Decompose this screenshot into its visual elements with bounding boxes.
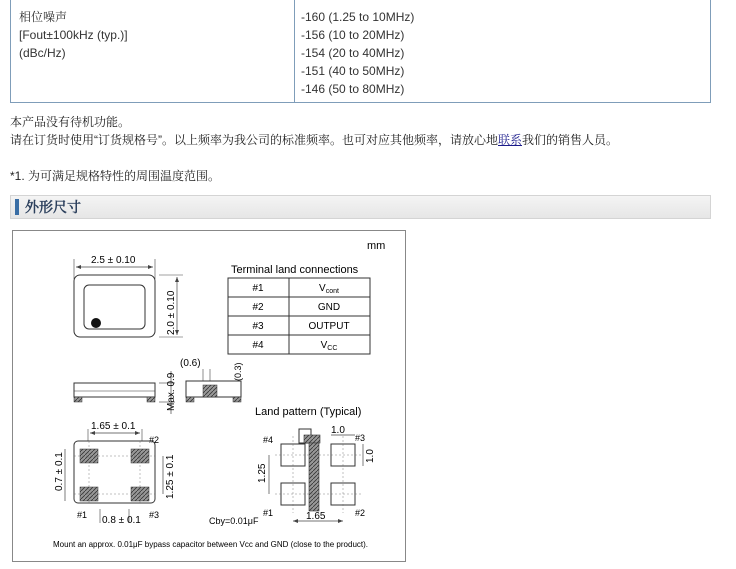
section-header: [10, 195, 711, 219]
terminal-pin: #1: [252, 283, 264, 294]
note-ordering: [10, 131, 618, 149]
dim-land-pitch-y: 1.25: [257, 463, 268, 483]
terminal-title: Terminal land connections: [231, 264, 359, 276]
bottom-pin1: #1: [77, 510, 88, 520]
bypass-capacitor: [304, 435, 320, 443]
section-title: 外形尺寸: [25, 199, 81, 215]
terminal-pin: #3: [252, 321, 264, 332]
land-pattern: [209, 406, 376, 526]
unit-label: mm: [367, 240, 386, 252]
section-accent: [15, 199, 19, 215]
land-title: Land pattern (Typical): [255, 406, 362, 418]
top-view: [74, 255, 183, 337]
terminal-pin: #2: [252, 302, 264, 313]
dim-bottom-pad-w: 0.8 ± 0.1: [102, 515, 141, 526]
notes: [10, 113, 618, 185]
terminal-table: [228, 264, 370, 354]
cby-label: Cby=0.01μF: [209, 516, 259, 526]
terminal-pin: #4: [252, 340, 264, 351]
dim-max-height: Max. 0.9: [166, 372, 177, 411]
dim-height: 2.0 ± 0.10: [166, 290, 177, 335]
land-pin1: #1: [263, 508, 274, 518]
spec-values-cell: [295, 0, 710, 102]
terminal-function: GND: [317, 302, 341, 313]
dim-land-w: 1.0: [331, 425, 345, 436]
dim-side-small: (0.3): [233, 362, 243, 381]
contact-link[interactable]: 联系: [498, 133, 523, 147]
note-no-standby: 本产品没有待机功能。: [10, 115, 131, 129]
drawing-footnote: Mount an approx. 0.01μF bypass capacitor between Vcc and GND (close to the product).: [53, 540, 368, 549]
spec-value: -146 (50 to 80MHz): [301, 82, 405, 96]
dim-land-h: 1.0: [365, 449, 376, 463]
note-footnote: *1. 为可满足规格特性的周围温度范围。: [10, 169, 221, 183]
dim-land-pitch-x: 1.65: [306, 511, 326, 522]
dimension-drawing: [12, 230, 406, 562]
spec-value: -151 (40 to 50MHz): [301, 64, 405, 78]
dimension-svg: [13, 231, 405, 561]
dim-width: 2.5 ± 0.10: [91, 255, 136, 266]
spec-label-line: [Fout±100kHz (typ.)]: [19, 28, 128, 42]
spec-label-line: (dBc/Hz): [19, 46, 66, 60]
bottom-pin2: #2: [149, 435, 160, 445]
spec-label-cell: [11, 0, 295, 102]
note-ordering-text: 请在订货时使用“订货规格号”。以上频率为我公司的标准频率。也可对应其他频率，请放心地: [10, 133, 498, 147]
spec-label-line: 相位噪声: [19, 10, 68, 24]
dim-bottom-pad-h: 0.7 ± 0.1: [54, 452, 65, 491]
end-view: [180, 358, 243, 402]
land-pin4: #4: [263, 435, 274, 445]
terminal-function: $V_{CC}$: [320, 340, 338, 352]
dim-side-gap: (0.6): [180, 358, 201, 369]
terminal-function: OUTPUT: [308, 321, 350, 332]
spec-value: -156 (10 to 20MHz): [301, 28, 405, 42]
side-view: [74, 371, 177, 414]
pin1-marker: [91, 318, 101, 328]
bottom-pin3: #3: [149, 510, 160, 520]
land-pin3: #3: [355, 433, 366, 443]
spec-table: [10, 0, 711, 103]
note-spacer: [10, 149, 618, 167]
note-ordering-tail: 我们的销售人员。: [522, 133, 619, 147]
dim-bottom-pitch-x: 1.65 ± 0.1: [91, 421, 136, 432]
spec-value: -160 (1.25 to 10MHz): [301, 10, 415, 24]
bottom-view: [54, 421, 176, 526]
spec-value: -154 (20 to 40MHz): [301, 46, 405, 60]
dim-bottom-pitch-y: 1.25 ± 0.1: [165, 454, 176, 499]
land-pin2: #2: [355, 508, 366, 518]
terminal-function: $V_{cont}$: [319, 283, 339, 295]
